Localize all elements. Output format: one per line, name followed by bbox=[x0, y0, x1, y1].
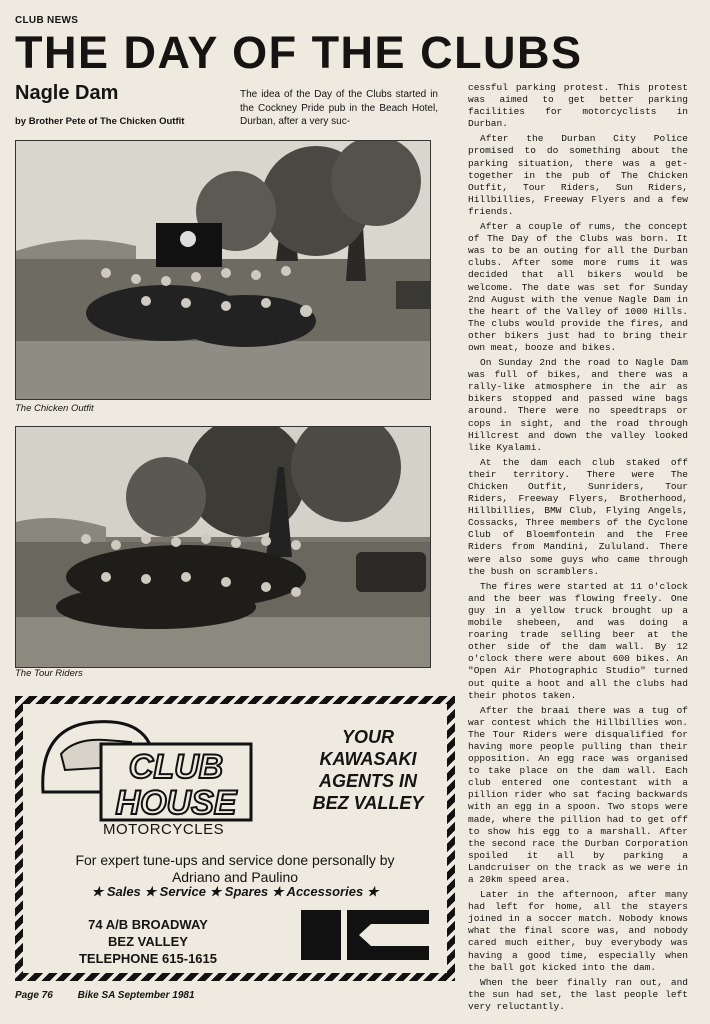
body-paragraph: After a couple of rums, the concept of The Day of the Clubs was born. It was to be an outing for all the Durban clubs. After some more rums it was decided that all bikers would be welcome. The date was set for Sunday 2nd August with the venue Nagle Dam in the heart of the Valley of 1000 Hills. The clubs would provide the fires, and other bikers just had to bring their own meat, booze and bikes. bbox=[468, 221, 688, 353]
body-paragraph: After the braai there was a tug of war contest which the Hillbillies won. The Tour Riders were disqualified for having more people pulling than their opposition. An egg race was organised to take place on the dam wall. Each club entered one contestant with a pillion rider who sat facing backwards with an egg in a spoon. Two stops were made, where the pillion had to get off to show his egg to a marshall. After the second race the Durban Corporation spoiled it all by parking a Landcruiser on the track as we were in a 20km speed area. bbox=[468, 704, 688, 885]
intro-paragraph: The idea of the Day of the Clubs started in the Cockney Pride pub in the Beach Hotel, Durban, after a very suc- bbox=[240, 89, 438, 127]
body-paragraph: cessful parking protest. This protest was aimed to get better parking facilities for motorcyclists in Durban. bbox=[468, 82, 688, 130]
logo-word-club: CLUB bbox=[128, 748, 224, 786]
ad-headline-line: KAWASAKI bbox=[319, 749, 417, 769]
page-footer bbox=[15, 990, 217, 1001]
body-paragraph: When the beer finally ran out, and the sun had set, the last people left very reluctantly. bbox=[468, 976, 688, 1012]
ad-expert-text bbox=[23, 852, 447, 886]
photo-caption: The Chicken Outfit bbox=[15, 403, 94, 414]
ad-headline-line: YOUR bbox=[341, 727, 394, 747]
ad-inner-panel bbox=[23, 704, 447, 973]
ad-motorcycles-label: MOTORCYCLES bbox=[103, 821, 225, 838]
article-subtitle: Nagle Dam bbox=[15, 82, 119, 104]
photo-caption: The Tour Riders bbox=[15, 668, 83, 679]
body-paragraph: At the dam each club staked off their territory. There were The Chicken Outfit, Sunriders, Tour Riders, Freeway Flyers, Brotherhood, Hillbillies, BMW Club, Flying Angels, Cossacks, Three members of the Cyclone Club of Bloemfontein and the Free Riders from Mandini, Zululand. There were also some guys who came through the bush on scramblers. bbox=[468, 456, 688, 577]
section-label: CLUB NEWS bbox=[15, 15, 79, 26]
article-body bbox=[468, 82, 688, 1016]
ad-headline bbox=[293, 726, 443, 814]
ad-expert-line: For expert tune-ups and service done personally by bbox=[75, 852, 395, 868]
club-house-logo bbox=[35, 714, 265, 824]
logo-word-house: HOUSE bbox=[115, 784, 237, 822]
ad-headline-line: BEZ VALLEY bbox=[312, 793, 424, 813]
body-paragraph: The fires were started at 11 o'clock and the beer was flowing freely. One guy in a yellow truck brought up a mobile shebeen, and was doing a roaring trade selling beer at the other side of the dam wall. By 12 o'clock there were about 600 bikes. An "Open Air Photographic Studio" turned out quite a hoot and all the clubs had their photos taken. bbox=[468, 580, 688, 701]
kawasaki-k-logo-icon bbox=[301, 910, 431, 960]
ad-address-line: 74 A/B BROADWAY bbox=[88, 917, 208, 932]
body-paragraph: Later in the afternoon, after many had left for home, all the stayers joined in a soccer match. Nobody knows what the final score was, and nobody cared much either, buy everybody was having a good time, especially when the ball got kicked into the dam. bbox=[468, 889, 688, 973]
ad-address-line: BEZ VALLEY bbox=[108, 934, 188, 949]
club-house-advertisement bbox=[15, 696, 455, 981]
ad-expert-line: Adriano and Paulino bbox=[171, 869, 299, 885]
ad-address bbox=[63, 916, 233, 967]
body-paragraph: After the Durban City Police promised to do something about the parking situation, there was a get-together in the pub of The Chicken Outfit, Tour Riders, Sun Riders, Hillbillies, Freeway Flyers and a few friends. bbox=[468, 133, 688, 217]
photo-tour-riders bbox=[15, 426, 431, 668]
ad-services: ★ Sales ★ Service ★ Spares ★ Accessories ★ bbox=[91, 884, 379, 899]
publication-info: Bike SA September 1981 bbox=[77, 990, 195, 1001]
ad-address-line: TELEPHONE 615-1615 bbox=[78, 951, 217, 966]
page-number: Page 76 bbox=[15, 990, 53, 1001]
ad-headline-line: AGENTS IN bbox=[318, 771, 417, 791]
article-title: THE DAY OF THE CLUBS bbox=[15, 27, 583, 78]
body-paragraph: On Sunday 2nd the road to Nagle Dam was full of bikes, and there was a rally-like atmosphere in the air as bikers stopped and passed wine bags around. There were no speedtraps or cops in sight, and the road through Hillcrest and down the valley looked like Kyalami. bbox=[468, 357, 688, 453]
photo-chicken-outfit bbox=[15, 140, 431, 400]
byline: by Brother Pete of The Chicken Outfit bbox=[15, 116, 185, 127]
